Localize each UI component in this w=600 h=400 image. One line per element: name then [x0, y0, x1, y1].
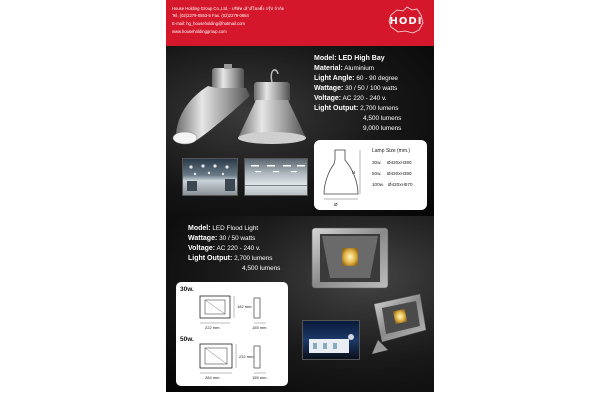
dim-depth-1: 155 mm. — [252, 325, 268, 330]
high-bay-wattage: Wattage: 30 / 50 / 100 watts — [314, 85, 398, 92]
flood-light-section — [166, 216, 434, 392]
flood-output-2: 4,500 lumens — [242, 265, 281, 272]
dim-watt-1: 30w. — [180, 286, 194, 293]
dim-height-2: 232 mm. — [239, 354, 255, 359]
high-bay-output: Light Output: 2,700 lumens — [314, 105, 399, 112]
company-name: House Holding Group Co.,Ltd. - บริษัท เฮ้าส์โฮลดิ้ง กรุ๊ป จำกัด — [172, 6, 285, 11]
size-watt-2: 50w. — [372, 171, 382, 176]
lamp-outline-icon — [320, 146, 362, 204]
warehouse-photo-1 — [182, 158, 238, 196]
high-bay-angle: Light Angle: 60 - 90 degree — [314, 75, 398, 82]
high-bay-lamp-image — [172, 60, 310, 150]
contact-tel: Tel. (02)2279-0553-5 Fax. (02)2279-0654 — [172, 13, 249, 18]
flood-dimension-card — [176, 282, 288, 386]
high-bay-output-2: 4,500 lumens — [363, 115, 402, 122]
header-banner — [166, 0, 434, 46]
high-bay-section — [166, 46, 434, 216]
dim-width-2: 284 mm. — [205, 375, 221, 380]
flood-output: Light Output: 2,700 lumens — [188, 255, 273, 262]
flood-voltage: Voltage: AC 220 - 240 v. — [188, 245, 261, 252]
night-building-photo — [302, 320, 360, 360]
dim-depth-2: 155 mm. — [252, 375, 268, 380]
high-bay-output-3: 9,000 lumens — [363, 125, 402, 132]
logo-text: HODI — [389, 16, 423, 27]
diameter-mark: Ø — [334, 202, 338, 207]
flood-50w-drawing-icon — [196, 342, 286, 378]
dim-watt-2: 50w. — [180, 336, 194, 343]
product-sheet — [166, 0, 434, 392]
lamp-size-card — [314, 140, 427, 210]
size-watt-3: 100w. — [372, 182, 385, 187]
dim-height-1: 182 mm. — [237, 304, 253, 309]
lamp-size-title: Lamp Size (mm.) — [372, 148, 411, 154]
size-watt-1: 30w. — [372, 160, 382, 165]
flood-wattage: Wattage: 30 / 50 watts — [188, 235, 256, 242]
warehouse-photo-2 — [244, 158, 308, 196]
contact-email: E-mail: hg_householding@hotmail.com — [172, 21, 245, 26]
company-logo — [385, 5, 427, 37]
high-bay-model: Model: LED High Bay — [314, 55, 385, 62]
high-bay-material: Material: Aluminium — [314, 65, 375, 72]
size-dim-3: Ø420xH570 — [388, 182, 413, 187]
high-bay-voltage: Voltage: AC 220 - 240 v. — [314, 95, 387, 102]
flood-model: Model: LED Flood Light — [188, 225, 259, 232]
size-dim-1: Ø420xH390 — [387, 160, 412, 165]
size-dim-2: Ø420xH390 — [387, 171, 412, 176]
website-link[interactable]: www.householdinggroup.com — [172, 29, 227, 34]
dim-width-1: 222 mm. — [205, 325, 221, 330]
height-mark: H — [352, 170, 356, 175]
